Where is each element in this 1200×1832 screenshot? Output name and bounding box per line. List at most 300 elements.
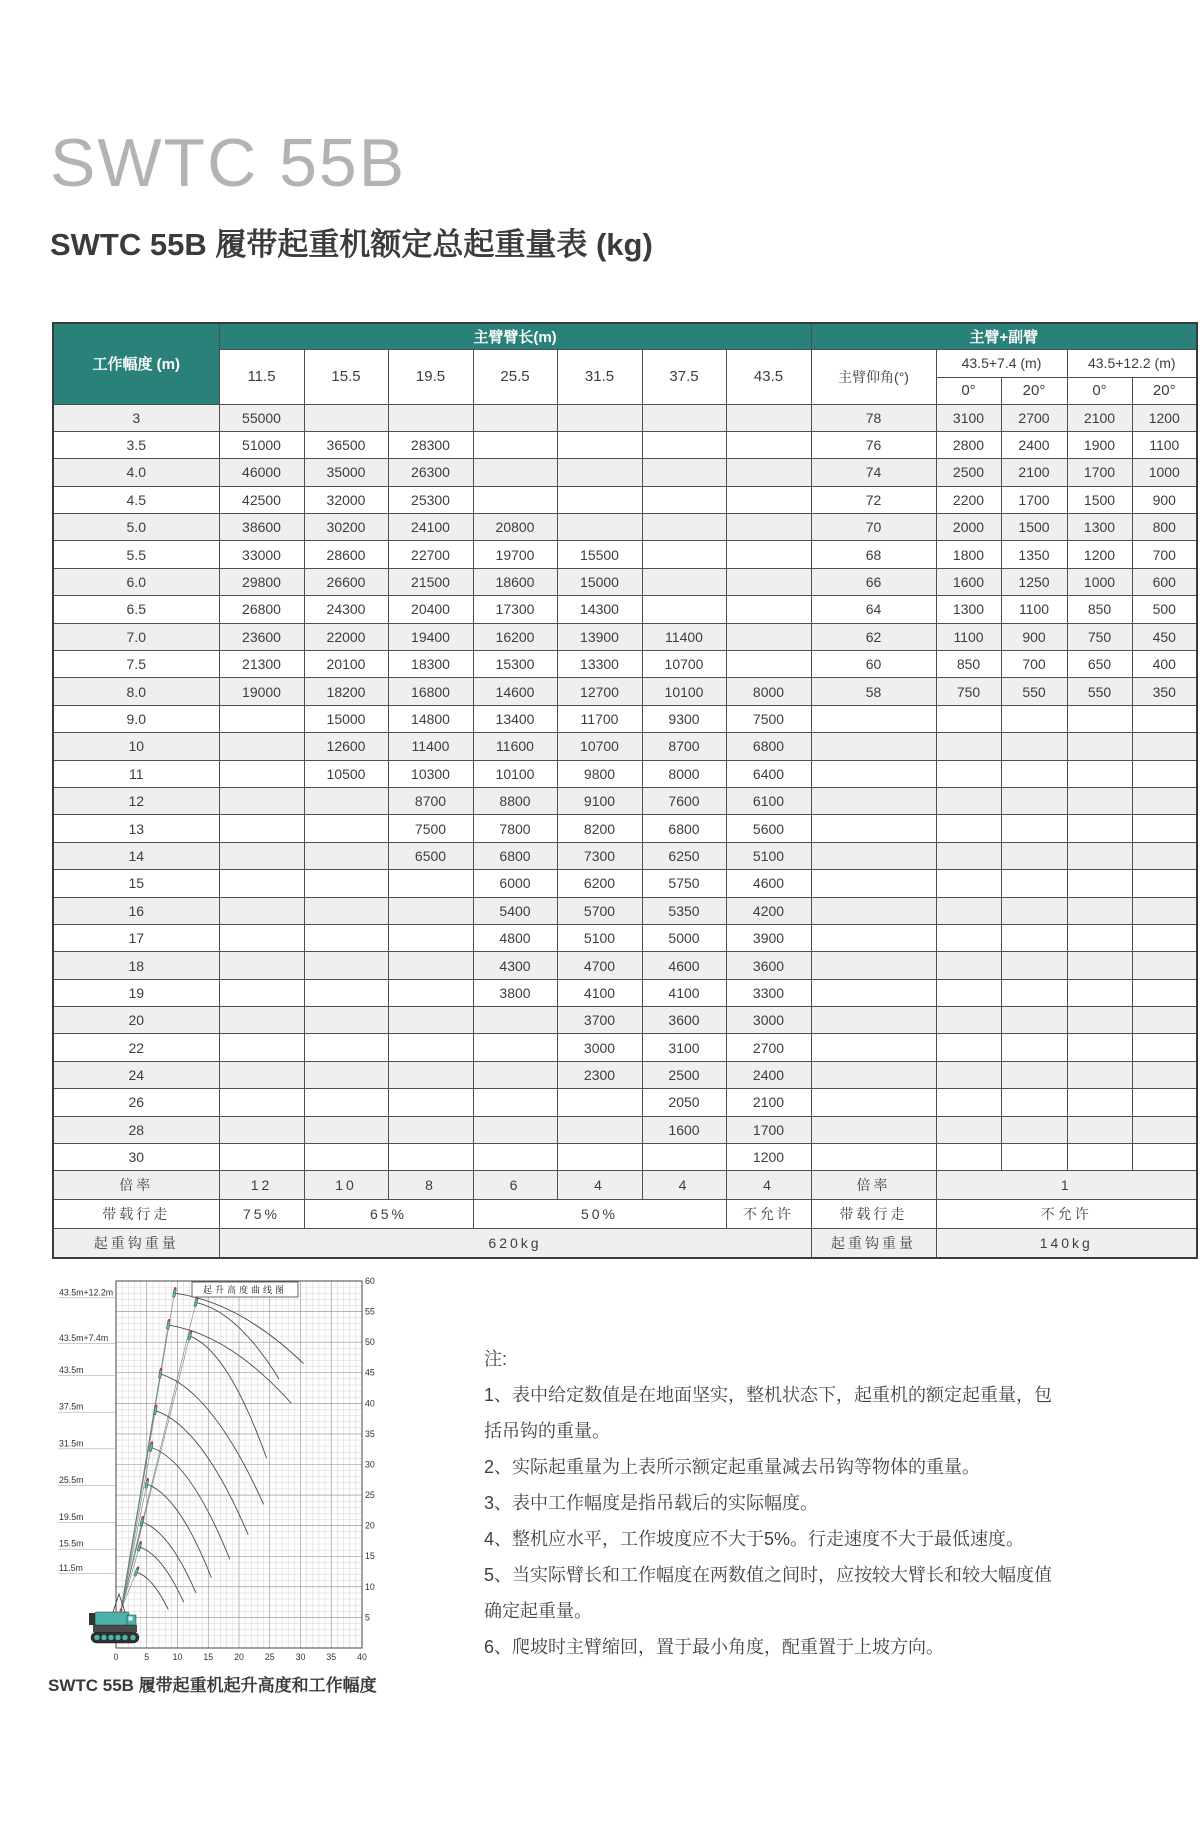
radius-cell: 6.0 (53, 568, 219, 595)
jib-cell: 1200 (1132, 404, 1197, 431)
travel-label: 带载行走 (811, 1200, 936, 1229)
main-boom-cell: 2100 (726, 1089, 811, 1116)
hook-cell: 140kg (936, 1229, 1197, 1258)
jib-cell: 2000 (936, 514, 1001, 541)
table-row (53, 651, 1197, 678)
jib-cell (936, 870, 1001, 897)
main-boom-cell: 21300 (219, 651, 304, 678)
angle-cell (811, 705, 936, 732)
radius-cell: 3 (53, 404, 219, 431)
angle-cell (811, 924, 936, 951)
table-row (53, 1200, 1197, 1229)
jib-cell (1067, 952, 1132, 979)
main-boom-cell: 28600 (304, 541, 388, 568)
travel-cell: 不允许 (936, 1200, 1197, 1229)
main-boom-cell: 20400 (388, 596, 473, 623)
jib-cell (1001, 760, 1067, 787)
jib-cell (1001, 870, 1067, 897)
table-row (53, 541, 1197, 568)
radius-cell: 28 (53, 1116, 219, 1143)
main-boom-cell (473, 486, 557, 513)
main-boom-cell: 3700 (557, 1007, 642, 1034)
jib-cell (1001, 815, 1067, 842)
ratio-label: 倍率 (53, 1171, 219, 1200)
radius-cell: 24 (53, 1061, 219, 1088)
main-boom-cell: 5100 (726, 842, 811, 869)
main-boom-cell: 15500 (557, 541, 642, 568)
jib-cell (936, 787, 1001, 814)
jib-cell (1001, 1034, 1067, 1061)
jib-cell: 800 (1132, 514, 1197, 541)
y-tick-label: 15 (365, 1551, 375, 1562)
header-boom-length: 11.5 (219, 349, 304, 404)
boom-length-label: 11.5m (59, 1563, 83, 1574)
main-boom-cell (642, 459, 726, 486)
main-boom-cell (304, 404, 388, 431)
header-jib-angle: 20° (1132, 377, 1197, 404)
main-boom-cell: 3800 (473, 979, 557, 1006)
ratio-cell: 6 (473, 1171, 557, 1200)
header-boom-length: 31.5 (557, 349, 642, 404)
jib-cell: 600 (1132, 568, 1197, 595)
main-boom-cell (219, 1034, 304, 1061)
angle-cell (811, 733, 936, 760)
radius-cell: 20 (53, 1007, 219, 1034)
table-row (53, 1116, 1197, 1143)
main-boom-cell: 55000 (219, 404, 304, 431)
main-boom-cell: 9100 (557, 787, 642, 814)
boom-tip-icon (166, 1319, 170, 1329)
main-boom-cell: 10700 (557, 733, 642, 760)
main-boom-cell: 26300 (388, 459, 473, 486)
angle-cell (811, 1089, 936, 1116)
angle-cell (811, 870, 936, 897)
angle-cell (811, 897, 936, 924)
main-boom-cell (473, 431, 557, 458)
table-row (53, 514, 1197, 541)
ratio-cell: 4 (642, 1171, 726, 1200)
main-boom-cell (726, 404, 811, 431)
main-boom-cell: 9300 (642, 705, 726, 732)
jib-cell (1001, 733, 1067, 760)
jib-cell (1001, 1061, 1067, 1088)
main-boom-cell: 14800 (388, 705, 473, 732)
main-boom-cell: 17300 (473, 596, 557, 623)
radius-cell: 15 (53, 870, 219, 897)
main-boom-cell (473, 459, 557, 486)
main-boom-cell (219, 979, 304, 1006)
main-boom-cell: 11400 (388, 733, 473, 760)
jib-cell (1001, 1007, 1067, 1034)
main-boom-cell: 7800 (473, 815, 557, 842)
jib-cell: 3100 (936, 404, 1001, 431)
main-boom-cell (388, 1116, 473, 1143)
main-boom-cell: 8700 (642, 733, 726, 760)
jib-cell (936, 897, 1001, 924)
angle-cell (811, 815, 936, 842)
main-boom-cell (726, 431, 811, 458)
main-boom-cell (557, 404, 642, 431)
jib-cell: 1200 (1067, 541, 1132, 568)
boom-length-label: 31.5m (59, 1438, 84, 1449)
height-curve (142, 1522, 196, 1593)
main-boom-cell: 4600 (642, 952, 726, 979)
jib-cell (936, 1089, 1001, 1116)
y-tick-label: 35 (365, 1428, 375, 1439)
crane-illustration (89, 1594, 139, 1643)
y-tick-label: 20 (365, 1520, 375, 1531)
jib-cell: 650 (1067, 651, 1132, 678)
main-boom-cell (304, 787, 388, 814)
header-main-boom-group: 主臂臂长(m) (219, 323, 811, 349)
x-tick-label: 35 (326, 1652, 337, 1662)
radius-cell: 19 (53, 979, 219, 1006)
main-boom-cell: 6100 (726, 787, 811, 814)
jib-cell: 750 (936, 678, 1001, 705)
height-curve (136, 1572, 168, 1609)
main-boom-cell (557, 459, 642, 486)
jib-cell: 2200 (936, 486, 1001, 513)
main-boom-cell (388, 1034, 473, 1061)
main-boom-cell: 20100 (304, 651, 388, 678)
main-boom-cell: 8000 (726, 678, 811, 705)
y-tick-label: 30 (365, 1459, 375, 1470)
jib-cell (1132, 924, 1197, 951)
x-tick-label: 30 (295, 1652, 306, 1662)
jib-cell: 1100 (1001, 596, 1067, 623)
main-boom-cell: 6500 (388, 842, 473, 869)
main-boom-cell: 5750 (642, 870, 726, 897)
jib-cell: 550 (1067, 678, 1132, 705)
main-boom-cell: 6000 (473, 870, 557, 897)
jib-cell: 2100 (1001, 459, 1067, 486)
main-boom-cell: 9800 (557, 760, 642, 787)
jib-cell (936, 1061, 1001, 1088)
jib-cell (936, 979, 1001, 1006)
height-curve (151, 1447, 230, 1559)
main-boom-cell: 13300 (557, 651, 642, 678)
boom-length-label: 43.5m (59, 1364, 84, 1375)
main-boom-cell (642, 514, 726, 541)
main-boom-cell: 32000 (304, 486, 388, 513)
x-tick-label: 25 (264, 1652, 275, 1662)
main-boom-cell: 15300 (473, 651, 557, 678)
boom-length-label: 43.5m+7.4m (59, 1333, 109, 1344)
main-boom-cell: 12700 (557, 678, 642, 705)
angle-cell (811, 842, 936, 869)
main-boom-cell (304, 842, 388, 869)
main-boom-cell (642, 431, 726, 458)
radius-cell: 10 (53, 733, 219, 760)
note-line: 5、当实际臂长和工作幅度在两数值之间时，应按较大臂长和较大幅度值 (484, 1565, 1053, 1585)
main-boom-cell: 10300 (388, 760, 473, 787)
angle-cell (811, 760, 936, 787)
main-boom-cell: 28300 (388, 431, 473, 458)
table-row (53, 596, 1197, 623)
angle-cell: 64 (811, 596, 936, 623)
main-boom-cell: 6800 (642, 815, 726, 842)
main-boom-cell: 22000 (304, 623, 388, 650)
jib-cell: 1000 (1067, 568, 1132, 595)
jib-cell (1067, 924, 1132, 951)
y-tick-label: 10 (365, 1581, 375, 1592)
main-boom-cell (557, 514, 642, 541)
main-boom-cell: 38600 (219, 514, 304, 541)
hook-label: 起重钩重量 (53, 1229, 219, 1258)
main-boom-cell: 14600 (473, 678, 557, 705)
main-boom-cell: 5600 (726, 815, 811, 842)
main-boom-cell (473, 404, 557, 431)
lifting-height-diagram (55, 1272, 385, 1668)
main-boom-cell (219, 842, 304, 869)
jib-cell: 400 (1132, 651, 1197, 678)
main-boom-cell: 4200 (726, 897, 811, 924)
angle-cell: 74 (811, 459, 936, 486)
jib-cell: 1250 (1001, 568, 1067, 595)
main-boom-cell: 26600 (304, 568, 388, 595)
angle-cell: 58 (811, 678, 936, 705)
jib-cell (1067, 1034, 1132, 1061)
travel-cell: 50% (473, 1200, 726, 1229)
main-boom-cell (642, 404, 726, 431)
radius-cell: 4.5 (53, 486, 219, 513)
jib-cell (1067, 870, 1132, 897)
angle-cell (811, 1061, 936, 1088)
main-boom-cell: 6250 (642, 842, 726, 869)
x-tick-label: 15 (203, 1652, 214, 1662)
radius-cell: 4.0 (53, 459, 219, 486)
main-boom-cell (642, 486, 726, 513)
jib-cell (1067, 733, 1132, 760)
main-boom-cell: 7500 (388, 815, 473, 842)
table-row (53, 1007, 1197, 1034)
angle-cell: 78 (811, 404, 936, 431)
header-working-radius: 工作幅度 (m) (53, 323, 219, 404)
jib-cell (1132, 705, 1197, 732)
jib-cell (1067, 787, 1132, 814)
jib-cell (1132, 897, 1197, 924)
main-boom-cell: 23600 (219, 623, 304, 650)
jib-cell (1132, 952, 1197, 979)
radius-cell: 13 (53, 815, 219, 842)
jib-cell (1067, 842, 1132, 869)
main-boom-cell: 5400 (473, 897, 557, 924)
main-boom-cell: 2500 (642, 1061, 726, 1088)
main-boom-cell: 10100 (642, 678, 726, 705)
travel-cell: 75% (219, 1200, 304, 1229)
main-boom-cell (219, 705, 304, 732)
table-row (53, 486, 1197, 513)
main-boom-cell (304, 1089, 388, 1116)
table-row (53, 924, 1197, 951)
note-line: 6、爬坡时主臂缩回，置于最小角度，配重置于上坡方向。 (484, 1637, 945, 1657)
header-jib-angle: 20° (1001, 377, 1067, 404)
jib-cell (1001, 842, 1067, 869)
main-boom-cell (388, 870, 473, 897)
main-boom-cell: 19000 (219, 678, 304, 705)
main-boom-cell: 26800 (219, 596, 304, 623)
jib-cell: 1500 (1001, 514, 1067, 541)
radius-cell: 22 (53, 1034, 219, 1061)
main-boom-cell (642, 596, 726, 623)
radius-cell: 14 (53, 842, 219, 869)
table-header (53, 323, 1197, 404)
main-boom-cell (726, 541, 811, 568)
main-boom-cell: 4800 (473, 924, 557, 951)
main-boom-cell (473, 1007, 557, 1034)
ratio-cell: 1 (936, 1171, 1197, 1200)
main-boom-cell (473, 1089, 557, 1116)
table-row (53, 1034, 1197, 1061)
angle-cell (811, 1007, 936, 1034)
header-jib-group: 主臂+副臂 (811, 323, 1197, 349)
boom-line (121, 1522, 142, 1610)
ratio-cell: 4 (726, 1171, 811, 1200)
table-row (53, 568, 1197, 595)
jib-cell: 1300 (1067, 514, 1132, 541)
angle-cell: 76 (811, 431, 936, 458)
table-row (53, 678, 1197, 705)
jib-cell: 900 (1001, 623, 1067, 650)
main-boom-cell (642, 568, 726, 595)
jib-cell: 700 (1001, 651, 1067, 678)
radius-cell: 16 (53, 897, 219, 924)
table-row (53, 897, 1197, 924)
jib-cell: 450 (1132, 623, 1197, 650)
main-boom-cell: 10100 (473, 760, 557, 787)
main-boom-cell (557, 1089, 642, 1116)
main-boom-cell: 19700 (473, 541, 557, 568)
table-title: SWTC 55B 履带起重机额定总起重量表 (kg) (50, 227, 653, 262)
table-row (53, 1171, 1197, 1200)
header-boom-angle: 主臂仰角(°) (811, 349, 936, 404)
main-boom-cell (388, 1007, 473, 1034)
jib-cell (1001, 1089, 1067, 1116)
main-boom-cell: 14300 (557, 596, 642, 623)
table-row (53, 787, 1197, 814)
main-boom-cell (642, 541, 726, 568)
note-line: 1、表中给定数值是在地面坚实，整机状态下，起重机的额定起重量，包 (484, 1385, 1053, 1405)
jib-cell (1067, 760, 1132, 787)
main-boom-cell: 13400 (473, 705, 557, 732)
jib-cell (1132, 870, 1197, 897)
header-boom-length: 43.5 (726, 349, 811, 404)
travel-cell: 不允许 (726, 1200, 811, 1229)
main-boom-cell: 24100 (388, 514, 473, 541)
jib-cell (1067, 979, 1132, 1006)
y-tick-label: 45 (365, 1367, 375, 1378)
angle-cell (811, 979, 936, 1006)
main-boom-cell: 30200 (304, 514, 388, 541)
jib-cell: 850 (936, 651, 1001, 678)
main-boom-cell: 7300 (557, 842, 642, 869)
jib-cell (936, 1116, 1001, 1143)
jib-cell (1001, 924, 1067, 951)
angle-cell: 70 (811, 514, 936, 541)
jib-cell (1067, 1007, 1132, 1034)
jib-cell: 2800 (936, 431, 1001, 458)
x-tick-label: 20 (234, 1652, 244, 1662)
main-boom-cell: 3900 (726, 924, 811, 951)
main-boom-cell: 7500 (726, 705, 811, 732)
boom-length-label: 43.5m+12.2m (59, 1287, 114, 1298)
main-boom-cell (473, 1116, 557, 1143)
table-row (53, 815, 1197, 842)
main-boom-cell (219, 952, 304, 979)
radius-cell: 5.5 (53, 541, 219, 568)
radius-cell: 5.0 (53, 514, 219, 541)
main-boom-cell: 35000 (304, 459, 388, 486)
main-boom-cell (388, 1089, 473, 1116)
radius-cell: 7.5 (53, 651, 219, 678)
main-boom-cell: 2400 (726, 1061, 811, 1088)
header-boom-length: 37.5 (642, 349, 726, 404)
main-boom-cell (473, 1034, 557, 1061)
jib-cell (1132, 842, 1197, 869)
main-boom-cell: 11400 (642, 623, 726, 650)
jib-cell (1067, 1061, 1132, 1088)
y-tick-label: 40 (365, 1398, 375, 1409)
jib-cell: 1900 (1067, 431, 1132, 458)
notes-section (484, 1341, 1184, 1665)
main-boom-cell (304, 924, 388, 951)
ratio-label: 倍率 (811, 1171, 936, 1200)
main-boom-cell: 24300 (304, 596, 388, 623)
jib-cell: 550 (1001, 678, 1067, 705)
main-boom-cell: 1600 (642, 1116, 726, 1143)
main-boom-cell (388, 404, 473, 431)
main-boom-cell (388, 979, 473, 1006)
main-boom-cell: 4600 (726, 870, 811, 897)
main-boom-cell: 15000 (557, 568, 642, 595)
note-line: 括吊钩的重量。 (484, 1421, 610, 1441)
main-boom-cell (557, 431, 642, 458)
jib-cell (1001, 1144, 1067, 1171)
y-tick-label: 60 (365, 1275, 375, 1286)
main-boom-cell (304, 1144, 388, 1171)
main-boom-cell (726, 623, 811, 650)
jib-cell (1067, 815, 1132, 842)
jib-cell (1067, 897, 1132, 924)
jib-cell (1132, 1116, 1197, 1143)
header-jib-angle: 0° (936, 377, 1001, 404)
note-line: 4、整机应水平，工作坡度应不大于5%。行走速度不大于最低速度。 (484, 1529, 1025, 1549)
radius-cell: 7.0 (53, 623, 219, 650)
y-tick-label: 25 (365, 1490, 375, 1501)
main-boom-cell: 11600 (473, 733, 557, 760)
jib-cell: 2100 (1067, 404, 1132, 431)
jib-cell (1067, 705, 1132, 732)
table-row (53, 979, 1197, 1006)
main-boom-cell (642, 1144, 726, 1171)
jib-cell (1001, 952, 1067, 979)
jib-cell: 1700 (1001, 486, 1067, 513)
table-row (53, 952, 1197, 979)
main-boom-cell: 6800 (726, 733, 811, 760)
jib-cell (1132, 787, 1197, 814)
jib-cell (1132, 1061, 1197, 1088)
hook-label: 起重钩重量 (811, 1229, 936, 1258)
main-boom-cell (726, 651, 811, 678)
main-boom-cell (304, 1007, 388, 1034)
main-boom-cell (557, 1116, 642, 1143)
main-boom-cell (557, 486, 642, 513)
y-tick-label: 50 (365, 1337, 375, 1348)
jib-cell (936, 1034, 1001, 1061)
hook-cell: 620kg (219, 1229, 811, 1258)
main-boom-cell: 3600 (726, 952, 811, 979)
ratio-cell: 12 (219, 1171, 304, 1200)
